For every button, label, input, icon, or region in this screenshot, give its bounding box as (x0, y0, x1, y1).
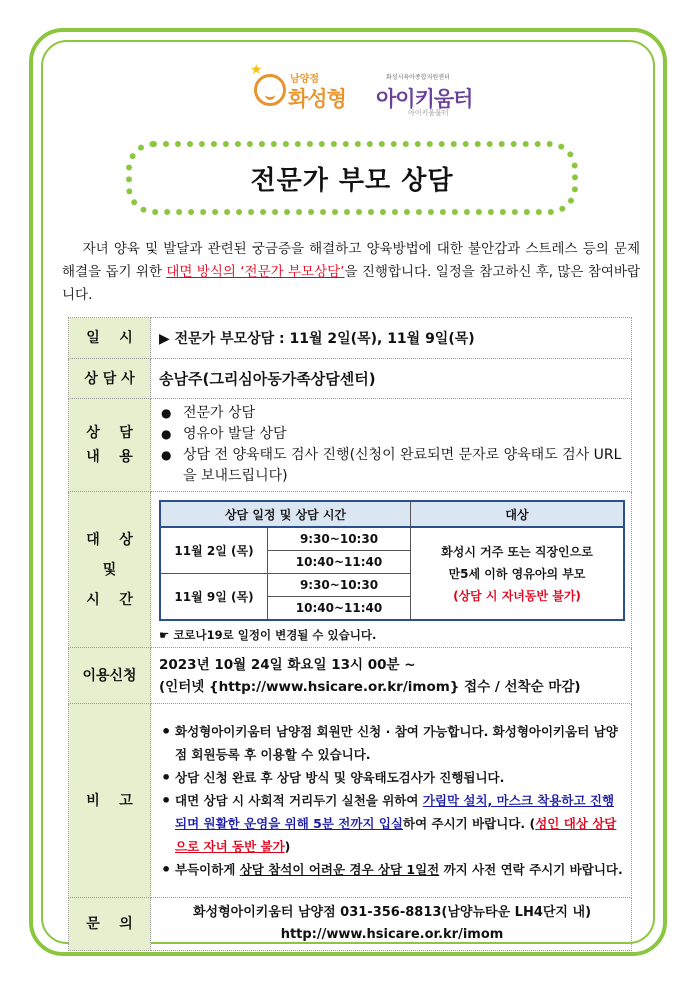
star-icon: ★ (250, 62, 263, 78)
value-remarks (151, 704, 632, 898)
logo-name-part1: 화성형 (288, 87, 346, 111)
schedule-time: 10:40~11:40 (268, 597, 411, 621)
schedule-time: 9:30~10:30 (268, 527, 411, 551)
schedule-date: 11월 2일 (목) (160, 527, 268, 574)
value-target (151, 492, 632, 648)
row-contact (69, 898, 632, 951)
schedule-time: 10:40~11:40 (268, 551, 411, 574)
contact-url[interactable]: http://www.hsicare.or.kr/imom (280, 927, 504, 942)
row-content (69, 399, 632, 492)
row-target (69, 492, 632, 648)
intro-highlight: 대면 방식의 ‘전문가 부모상담’ (166, 264, 345, 280)
label-content-line1: 상 담 (86, 425, 133, 441)
target-line1: 화성시 거주 또는 직장인으로 (441, 544, 593, 559)
schedule-header: 상담 일정 및 상담 시간 (160, 501, 411, 527)
remark3-text3: ) (284, 839, 291, 854)
value-date: ▶ 전문가 부모상담 : 11월 2일(목), 11월 9일(목) (151, 318, 632, 359)
label-target-line1: 대 상 (86, 531, 133, 548)
content-item: ● 상담 전 양육태도 검사 진행(신청이 완료되면 문자로 양육태도 검사 URL을 보내드립니다) (159, 445, 625, 487)
remark3-red: 성인 대상 상담으로 자녀 동반 불가 (175, 816, 617, 854)
remark4-underline: 상담 참석이 어려운 경우 상담 1일전 (239, 862, 440, 877)
target-line2: 만5세 이하 영유아의 부모 (448, 566, 586, 581)
label-contact: 문 의 (69, 898, 151, 951)
row-apply (69, 648, 632, 704)
label-counselor: 상 담 사 (69, 359, 151, 399)
logo (250, 62, 480, 124)
label-apply: 이용신청 (69, 648, 151, 704)
value-contact (151, 898, 632, 951)
value-apply (151, 648, 632, 704)
remark-item: • 화성형아이키움터 남양점 회원만 신청 · 참여 가능합니다. 화성형아이키움터 남양점 회원등록 후 이용할 수 있습니다. (159, 720, 625, 766)
title-box (126, 141, 578, 215)
apply-line2: (인터넷 {http://www.hsicare.or.kr/imom} 접수 / 선착순 마감) (159, 678, 581, 695)
label-target (69, 492, 151, 648)
value-counselor: 송남주(그리심아동가족상담센터) (151, 359, 632, 399)
logo-name-part2: 아이키움터 (376, 87, 473, 111)
intro-text-1: 자녀 양육 및 발달과 관련된 궁금증을 해결하고 양육방법에 대한 불안감과 스트레스 등의 문제 해결을 돕기 위한 (62, 241, 640, 280)
target-header: 대상 (411, 501, 625, 527)
row-date (69, 318, 632, 359)
intro-text-2: 을 진행합니다. 일정을 참고하신 후, 많은 참여바랍니다. (62, 264, 640, 303)
target-line3: (상담 시 자녀동반 불가) (453, 588, 581, 603)
label-target-line2: 및 (102, 561, 117, 578)
logo-slogan: 아이키움물터 (408, 109, 449, 117)
label-content (69, 399, 151, 492)
label-target-line3: 시 간 (86, 591, 133, 608)
remarks-list (159, 720, 625, 881)
intro-paragraph (62, 238, 640, 307)
logo-branch: 남양점 (290, 74, 319, 85)
remark3-blue: 가림막 설치, 마스크 착용하고 진행되며 원활한 운영을 위해 5분 전까지 입실 (175, 793, 615, 831)
schedule-table (159, 500, 625, 621)
content-item: ● 전문가 상담 (159, 403, 625, 424)
value-content (151, 399, 632, 492)
label-remarks: 비 고 (69, 704, 151, 898)
remark-item: • 상담 신청 완료 후 상담 방식 및 양육태도검사가 진행됩니다. (159, 766, 625, 789)
contact-line1: 화성형아이키움터 남양점 031-356-8813(남양뉴타운 LH4단지 내) (192, 905, 592, 920)
covid-note: ☛ 코로나19로 일정이 변경될 수 있습니다. (159, 628, 377, 642)
apply-line1: 2023년 10월 24일 화요일 13시 00분 ~ (159, 656, 416, 673)
remark-item (159, 789, 625, 858)
remark-item (159, 858, 625, 881)
target-cell (411, 527, 625, 620)
label-date: 일 시 (69, 318, 151, 359)
schedule-date: 11월 9일 (목) (160, 574, 268, 621)
schedule-time: 9:30~10:30 (268, 574, 411, 597)
page-title: 전문가 부모 상담 (250, 165, 454, 196)
logo-small-text: 화성시육아종합지원센터 (386, 74, 450, 81)
label-content-line2: 내 용 (86, 449, 133, 465)
remark4-text2: 까지 사전 연락 주시기 바랍니다. (439, 862, 623, 877)
content-list (159, 403, 625, 487)
content-item: ● 영유아 발달 상담 (159, 424, 625, 445)
info-table (68, 317, 632, 951)
remark3-text1: 대면 상담 시 사회적 거리두기 실천을 위하여 (175, 793, 423, 808)
remark3-text2: 하여 주시기 바랍니다. ( (403, 816, 536, 831)
row-counselor (69, 359, 632, 399)
smile-face-icon (254, 74, 286, 106)
remark4-text1: 부득이하게 (175, 862, 240, 877)
row-remarks (69, 704, 632, 898)
